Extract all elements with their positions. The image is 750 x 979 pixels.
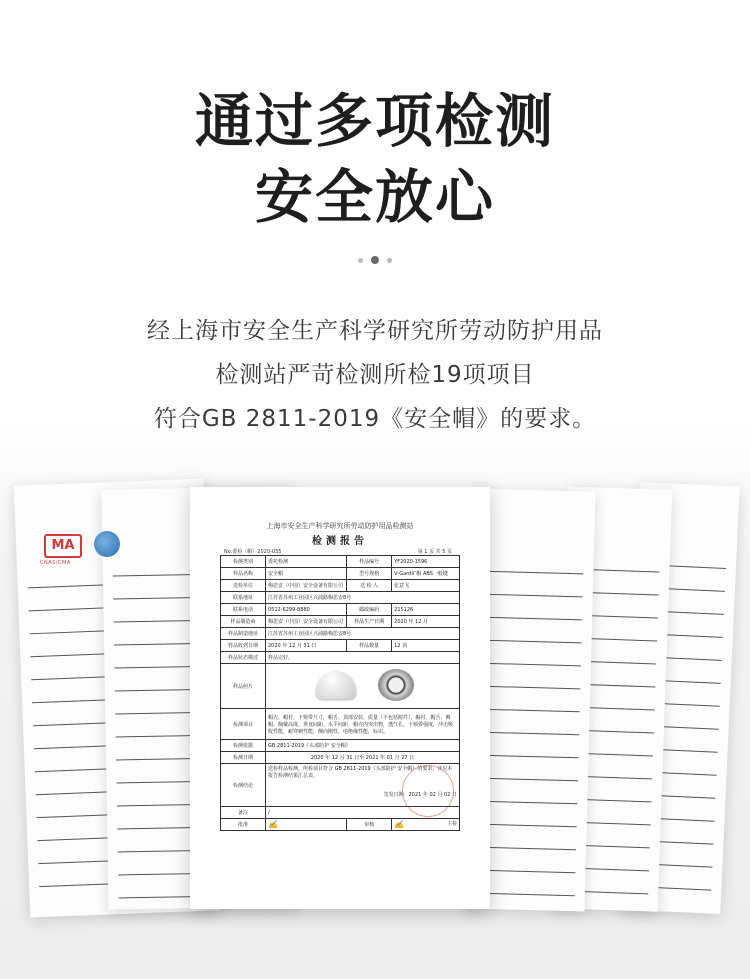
table-cell-label: 样品生产日期 bbox=[347, 616, 392, 628]
table-cell-label: 样品数量 bbox=[347, 640, 392, 652]
helmet-interior-photo-icon bbox=[378, 669, 414, 701]
table-row bbox=[221, 628, 460, 640]
table-cell-value: 0512-6299-8880 bbox=[266, 604, 347, 616]
table-cell-label: 样品收到日期 bbox=[221, 640, 266, 652]
official-seal bbox=[402, 765, 454, 817]
table-cell-value: 215126 bbox=[392, 604, 460, 616]
cma-logo: MA bbox=[44, 534, 82, 558]
helmet-photo-icon bbox=[316, 671, 356, 699]
table-cell-value: 江苏省苏州工业园区兴浦路梅思安8号 bbox=[266, 628, 460, 640]
table-cell-label: 型号规格 bbox=[347, 568, 392, 580]
table-row bbox=[221, 819, 460, 831]
table-row bbox=[221, 556, 460, 568]
table-cell-label: 送检单位 bbox=[221, 580, 266, 592]
report-title: 检测报告 bbox=[312, 536, 368, 547]
table-cell-label: 样品制造地址 bbox=[221, 628, 266, 640]
signature-cell bbox=[392, 819, 460, 831]
table-cell-value: 梅思安（中国）安全设备有限公司 bbox=[266, 580, 347, 592]
table-cell-label: 样品编号 bbox=[347, 556, 392, 568]
signature-cell bbox=[266, 819, 347, 831]
table-cell-label: 检测类别 bbox=[221, 556, 266, 568]
table-row bbox=[221, 568, 460, 580]
table-cell-label: 邮政编码 bbox=[347, 604, 392, 616]
description-line-2: 检测站严苛检测所检19项项目 bbox=[215, 362, 535, 388]
table-cell-value: 委托检测 bbox=[266, 556, 347, 568]
description-line-1: 经上海市安全生产科学研究所劳动防护用品 bbox=[147, 318, 603, 344]
table-cell-label: 备注 bbox=[221, 807, 266, 819]
table-cell-label: 送 检 人 bbox=[347, 580, 392, 592]
signature-label: 主检 bbox=[446, 821, 457, 827]
table-cell-value: 2020 年 12 月 31 日 bbox=[266, 640, 347, 652]
table-row bbox=[221, 616, 460, 628]
table-cell-value: GB 2811-2019《头部防护 安全帽》 bbox=[266, 740, 460, 752]
report-organization: 上海市安全生产科学研究所劳动防护用品检测站 bbox=[266, 522, 414, 530]
headline-line-1: 通过多项检测 bbox=[194, 87, 555, 155]
table-row bbox=[221, 752, 460, 764]
sample-photo bbox=[268, 665, 457, 707]
carousel-dot[interactable] bbox=[387, 258, 392, 263]
table-row bbox=[221, 580, 460, 592]
table-cell-label: 联系地址 bbox=[221, 592, 266, 604]
table-cell-value: 样品完好。 bbox=[266, 652, 460, 664]
signature-reviewer: ✍ bbox=[394, 820, 405, 829]
table-row bbox=[221, 640, 460, 652]
headline-line-2: 安全放心 bbox=[254, 163, 495, 231]
table-cell-value: 张意飞 bbox=[392, 580, 460, 592]
table-cell-value: 梅思安（中国）安全设备有限公司 bbox=[266, 616, 347, 628]
table-cell-value: 安全帽 bbox=[266, 568, 347, 580]
issue-date: 签发日期：2021 年 02 月 02 日 bbox=[383, 792, 457, 798]
signature-approver: ✍ bbox=[268, 820, 278, 829]
table-row bbox=[221, 664, 460, 709]
test-report-document bbox=[190, 487, 490, 909]
table-cell-label: 检测结论 bbox=[221, 764, 266, 807]
description-line-3: 符合GB 2811-2019《安全帽》的要求。 bbox=[153, 406, 597, 432]
signature-label: 审核 bbox=[347, 819, 392, 831]
table-cell-value: V-Gard矿帽 ABS一般键 bbox=[392, 568, 460, 580]
table-row bbox=[221, 652, 460, 664]
table-row bbox=[221, 709, 460, 740]
cma-logo-subtext: CNAS/CMA bbox=[40, 560, 71, 566]
table-cell-label: 检测项目 bbox=[221, 709, 266, 740]
table-cell-label: 联系电话 bbox=[221, 604, 266, 616]
table-row bbox=[221, 604, 460, 616]
table-cell-label: 样品状态描述 bbox=[221, 652, 266, 664]
table-cell-label: 样品制造商 bbox=[221, 616, 266, 628]
report-number: No.委检（帽）2020-035 bbox=[224, 549, 282, 555]
table-cell-value: 帽壳、帽衬、下颏带尺寸，帽舌、顶部安装、质量（不包括附件）、帽衬、帽舌、侧帽、佩戴高度、垂直间距、水平间距，帽壳内突出物，透气孔，下颏带强度，冲击吸收性能，耐穿刺性能，侧向刚性，电绝缘性能，标识。 bbox=[266, 709, 460, 740]
table-cell-value: YF2020-1596 bbox=[392, 556, 460, 568]
table-cell-value: / bbox=[266, 807, 460, 819]
table-cell-label: 检测依据 bbox=[221, 740, 266, 752]
table-cell-value: 2020 年 12 月 bbox=[392, 616, 460, 628]
carousel-dot[interactable] bbox=[358, 258, 363, 263]
table-cell-value: 12 顶 bbox=[392, 640, 460, 652]
table-row bbox=[221, 592, 460, 604]
carousel-dots[interactable] bbox=[0, 256, 750, 264]
table-cell-value: 江苏省苏州工业园区兴浦路梅思安8号 bbox=[266, 592, 460, 604]
sample-photo-cell bbox=[266, 664, 460, 709]
table-cell-label: 样品照片 bbox=[221, 664, 266, 709]
signature-label: 批准 bbox=[221, 819, 266, 831]
table-cell-label: 样品名称 bbox=[221, 568, 266, 580]
conclusion-text: 送检样品检测，所检项目符合 GB 2811-2019《头部防护 安全帽》的要求，详见本报告检测结果汇总表。 bbox=[268, 766, 453, 779]
carousel-dot-active[interactable] bbox=[371, 256, 379, 264]
table-row bbox=[221, 740, 460, 752]
table-cell-value: 2020 年 12 月 31 日至 2021 年 01 月 27 日 bbox=[266, 752, 460, 764]
report-page-count: 第 1 页 共 5 页 bbox=[417, 549, 452, 555]
table-cell-label: 检测日期 bbox=[221, 752, 266, 764]
accreditation-logo-icon bbox=[94, 531, 120, 557]
